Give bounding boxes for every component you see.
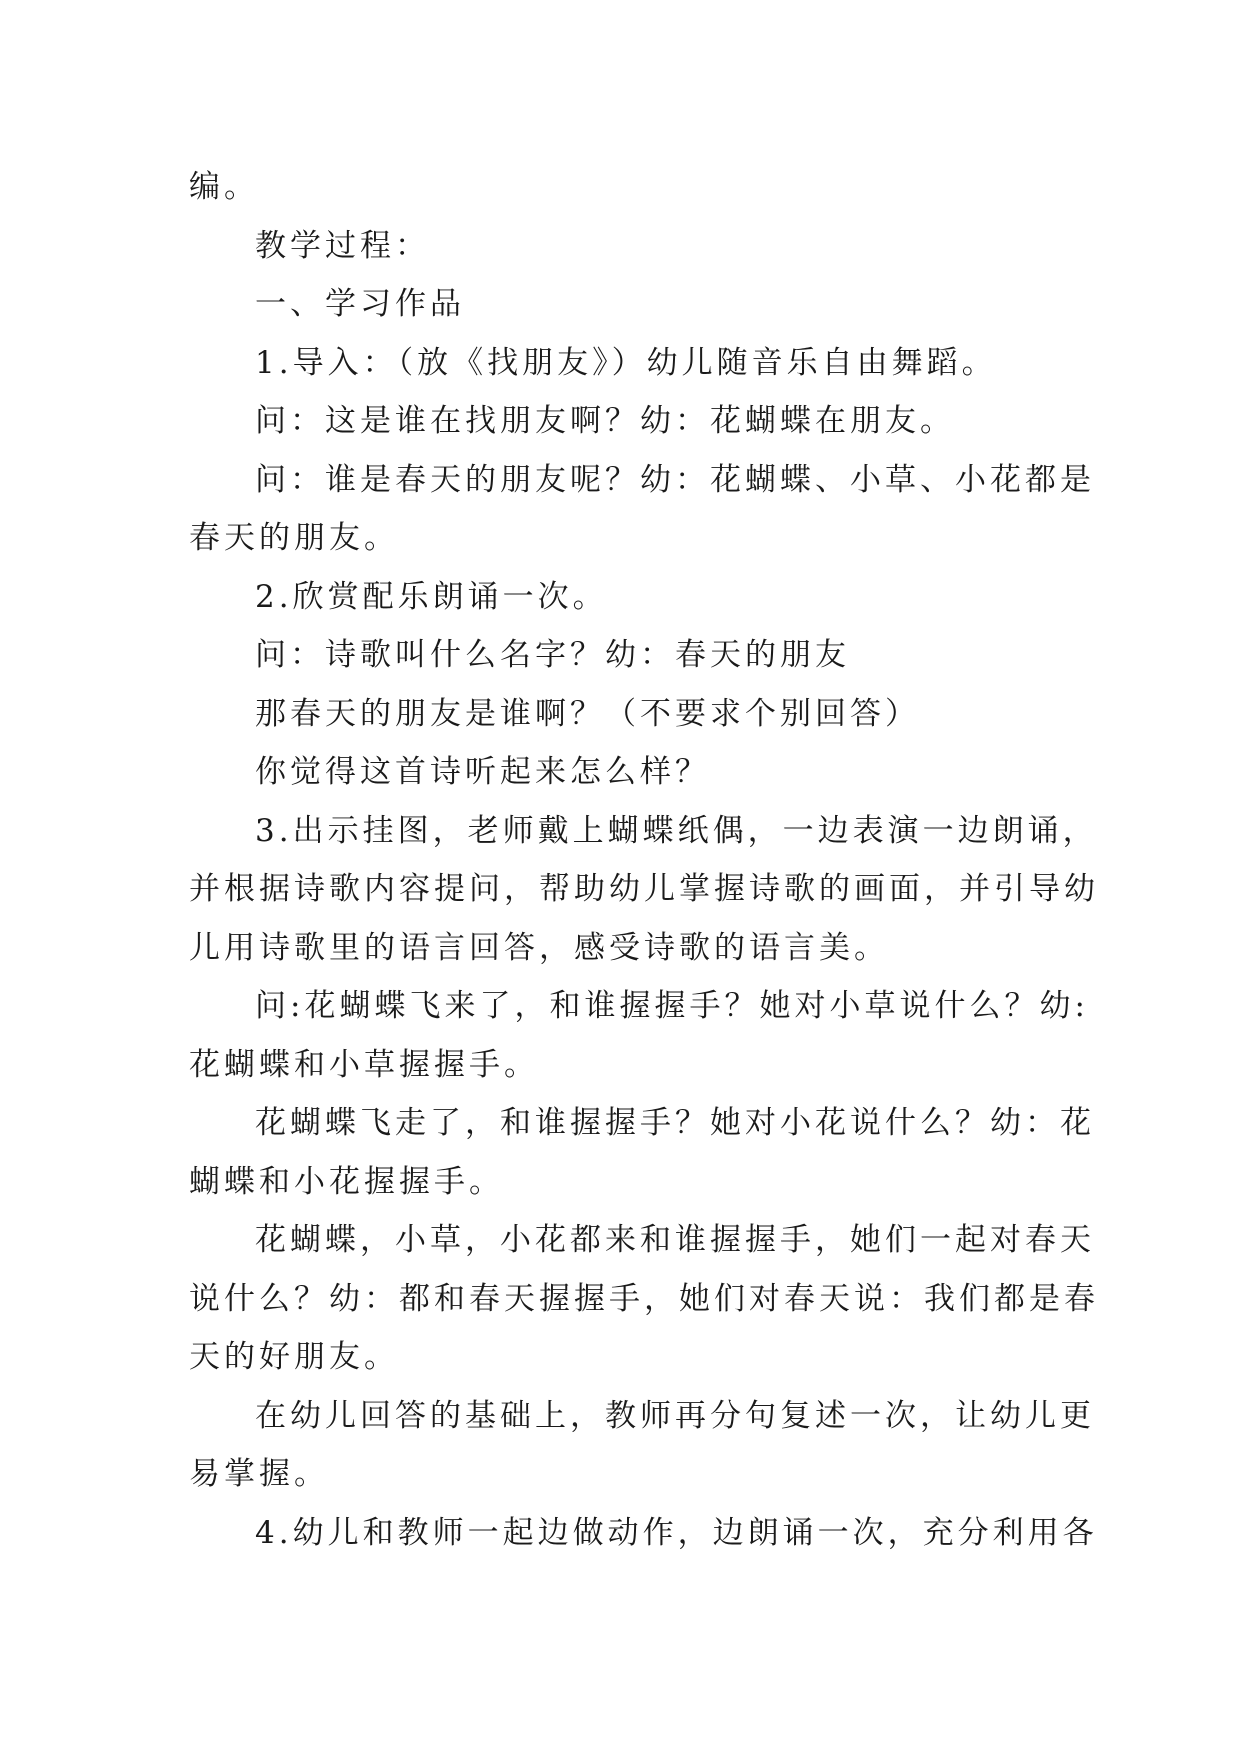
text-line: 你觉得这首诗听起来怎么样？ (255, 754, 710, 790)
text-line: 春天的朋友。 (189, 520, 399, 556)
text-line: 问：谁是春天的朋友呢？幼：花蝴蝶、小草、小花都是 (255, 461, 1095, 498)
document-body (189, 158, 1099, 1562)
text-line: 花蝴蝶飞走了，和谁握握手？她对小花说什么？幼：花 (255, 1105, 1095, 1141)
text-line: 那春天的朋友是谁啊？（不要求个别回答） (255, 695, 920, 732)
text-line: 编。 (189, 169, 259, 205)
text-line: 说什么？幼：都和春天握握手，她们对春天说：我们都是春 (189, 1280, 1099, 1317)
text-line: 天的好朋友。 (189, 1339, 399, 1375)
text-line: 教学过程： (255, 227, 430, 264)
text-line: 并根据诗歌内容提问，帮助幼儿掌握诗歌的画面，并引导幼 (189, 871, 1099, 907)
text-line: 3.出示挂图，老师戴上蝴蝶纸偶，一边表演一边朗诵， (255, 812, 1098, 849)
text-line: 易掌握。 (189, 1456, 329, 1492)
text-line: 花蝴蝶和小草握握手。 (189, 1046, 539, 1083)
text-line: 2.欣赏配乐朗诵一次。 (255, 578, 608, 615)
text-line: 儿用诗歌里的语言回答，感受诗歌的语言美。 (189, 929, 889, 966)
text-line: 在幼儿回答的基础上，教师再分句复述一次，让幼儿更 (255, 1397, 1095, 1434)
text-line: 1.导入：（放《找朋友》）幼儿随音乐自由舞蹈。 (255, 344, 997, 381)
text-line: 4.幼儿和教师一起边做动作，边朗诵一次，充分利用各 (255, 1514, 1098, 1551)
text-line: 蝴蝶和小花握握手。 (189, 1163, 504, 1200)
text-line: 问:花蝴蝶飞来了，和谁握握手？她对小草说什么？幼: (255, 988, 1089, 1024)
text-line: 问：诗歌叫什么名字？幼：春天的朋友 (255, 637, 850, 673)
text-line: 一、学习作品 (255, 286, 465, 322)
text-line: 花蝴蝶，小草，小花都来和谁握握手，她们一起对春天 (255, 1222, 1095, 1258)
text-line: 问：这是谁在找朋友啊？幼：花蝴蝶在朋友。 (255, 403, 955, 439)
